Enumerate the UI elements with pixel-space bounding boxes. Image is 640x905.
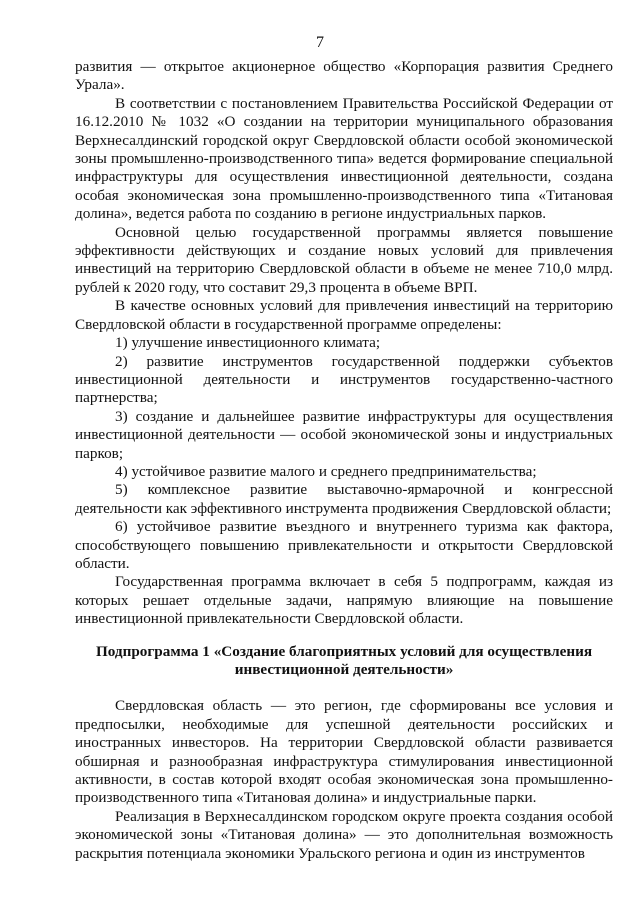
page-number: 7	[316, 34, 324, 51]
paragraph-conditions-intro: В качестве основных условий для привлечения инвестиций на территорию Свердловской области в государственной программе определены:	[75, 297, 613, 333]
paragraph-resolution: В соответствии с постановлением Правительства Российской Федерации от 16.12.2010 № 1032 «О создании на территории муниципального образования Верхнесалдинский городской округ Свердловской области особой экономической зоны промышленно-производственного типа» ведется формирование специальной инфраструктуры для осуществления инвестиционной деятельности, создана особая экономическая зона промышленно-производственного типа «Титановая долина», ведется работа по созданию в регионе индустриальных парков.	[75, 94, 613, 223]
list-item-condition-3: 3) создание и дальнейшее развитие инфраструктуры для осуществления инвестиционной деятельности — особой экономической зоны и индустриальных парков;	[75, 407, 613, 462]
subprogram-heading-line-1: Подпрограмма 1 «Создание благоприятных условий для осуществления	[95, 642, 593, 660]
paragraph-region-overview: Свердловская область — это регион, где сформированы все условия и предпосылки, необходимые для успешной деятельности российских и иностранных инвесторов. На территории Свердловской области развивается обширная и разнообразная инфраструктура стимулирования инвестиционной активности, в состав которой входят особая экономическая зона промышленно-производственного типа «Титановая долина» и индустриальные парки.	[75, 697, 613, 807]
paragraph-program-goal: Основной целью государственной программы является повышение эффективности действующих и создание новых условий для привлечения инвестиций на территорию Свердловской области в объеме не менее 710,0 млрд. рублей к 2020 году, что составит 29,3 процента в объеме ВРП.	[75, 223, 613, 296]
subprogram-heading-line-2: инвестиционной деятельности»	[234, 661, 454, 678]
spacer	[75, 679, 613, 697]
list-item-condition-2: 2) развитие инструментов государственной поддержки субъектов инвестиционной деятельности и инструментов государственно-частного партнерства;	[75, 352, 613, 407]
paragraph-titanium-valley: Реализация в Верхнесалдинском городском округе проекта создания особой экономической зоны «Титановая долина» — это дополнительная возможность раскрытия потенциала экономики Уральского региона и один из инструментов	[75, 807, 613, 862]
list-item-condition-4: 4) устойчивое развитие малого и среднего предпринимательства;	[115, 462, 537, 480]
subprogram-heading	[75, 643, 613, 680]
list-item-condition-5: 5) комплексное развитие выставочно-ярмарочной и конгрессной деятельности как эффективного инструмента продвижения Свердловской области;	[75, 481, 613, 517]
paragraph-continuation: развития — открытое акционерное общество «Корпорация развития Среднего Урала».	[75, 58, 613, 94]
paragraph-subprograms: Государственная программа включает в себя 5 подпрограмм, каждая из которых решает отдельные задачи, напрямую влияющие на повышение инвестиционной привлекательности Свердловской области.	[75, 573, 613, 628]
document-body	[75, 58, 613, 863]
list-item-condition-1: 1) улучшение инвестиционного климата;	[115, 334, 381, 352]
list-item-condition-6: 6) устойчивое развитие въездного и внутреннего туризма как фактора, способствующего повышению привлекательности и открытости Свердловской области.	[75, 518, 613, 572]
